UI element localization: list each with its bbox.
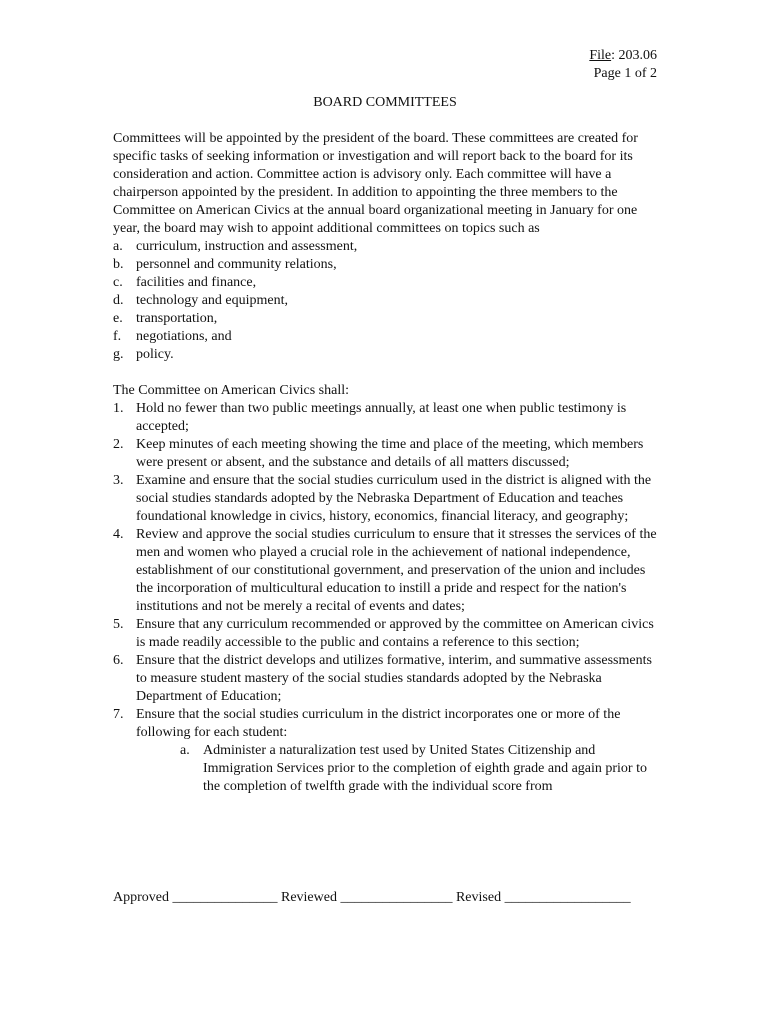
list-item-text: personnel and community relations, (136, 257, 337, 272)
civics-duties-list (113, 400, 658, 742)
list-marker: 4. (113, 527, 124, 542)
page-number: Page 1 of 2 (593, 66, 657, 81)
list-marker: 2. (113, 437, 124, 452)
sub-list-item (180, 742, 658, 796)
list-item-text: Examine and ensure that the social studies curriculum used in the district is aligned with the social studies standards adopted by the Nebraska Department of Education and teaches foundational knowledge in civics, history, economics, financial literacy, and geography; (136, 473, 652, 524)
document-body (113, 130, 658, 796)
list-item (113, 472, 658, 526)
list-item-text: curriculum, instruction and assessment, (136, 239, 358, 254)
list-item (113, 652, 658, 706)
list-item-text: Ensure that any curriculum recommended or approved by the committee on American civics is made readily accessible to the public and contains a reference to this section; (136, 617, 654, 650)
list-item (113, 400, 658, 436)
list-marker: 6. (113, 653, 124, 668)
list-item (113, 292, 658, 310)
list-marker: 7. (113, 707, 124, 722)
list-item-text: Hold no fewer than two public meetings annually, at least one when public testimony is accepted; (136, 401, 627, 434)
topics-list (113, 238, 658, 364)
list-marker: d. (113, 293, 124, 308)
file-number: : 203.06 (611, 48, 657, 63)
list-item-text: policy. (136, 347, 174, 362)
intro-paragraph: Committees will be appointed by the president of the board. These committees are created for specific tasks of seeking information or investigation and will report back to the board for its consideration and action. Committee action is advisory only. Each committee will have a chairperson appointed by the president. In addition to appointing the three members to the Committee on American Civics at the annual board organizational meeting in January for one year, the board may wish to appoint additional committees on topics such as (113, 131, 638, 236)
list-item (113, 274, 658, 292)
naturalization-sub-list (113, 742, 658, 796)
list-item (113, 616, 658, 652)
spacer (113, 364, 658, 382)
civics-intro: The Committee on American Civics shall: (113, 383, 350, 398)
file-header (589, 47, 657, 83)
list-marker: c. (113, 275, 123, 290)
list-marker: e. (113, 311, 123, 326)
list-item (113, 436, 658, 472)
page-title: BOARD COMMITTEES (313, 95, 457, 110)
list-marker: a. (113, 239, 123, 254)
list-item (113, 310, 658, 328)
list-item (113, 328, 658, 346)
list-item-text: Ensure that the district develops and utilizes formative, interim, and summative assessments to measure student mastery of the social studies standards adopted by the Nebraska Department of Education; (136, 653, 652, 704)
list-item (113, 526, 658, 616)
file-label: File (589, 48, 612, 63)
list-item-text: facilities and finance, (136, 275, 257, 290)
list-marker: 3. (113, 473, 124, 488)
list-item (113, 238, 658, 256)
file-reference (589, 47, 657, 65)
list-item-text: Ensure that the social studies curriculum in the district incorporates one or more of the following for each student: (136, 707, 621, 740)
list-marker: 1. (113, 401, 124, 416)
list-marker: f. (113, 329, 122, 344)
list-item (113, 346, 658, 364)
approval-footer: Approved _______________ Reviewed ________________ Revised __________________ (113, 890, 631, 905)
sub-list-marker: a. (180, 743, 190, 758)
list-item-text: technology and equipment, (136, 293, 289, 308)
list-item-text: negotiations, and (136, 329, 232, 344)
list-item-text: Keep minutes of each meeting showing the time and place of the meeting, which members were present or absent, and the substance and details of all matters discussed; (136, 437, 644, 470)
list-marker: g. (113, 347, 124, 362)
list-item (113, 706, 658, 742)
list-marker: 5. (113, 617, 124, 632)
list-item-text: transportation, (136, 311, 218, 326)
sub-list-item-text: Administer a naturalization test used by United States Citizenship and Immigration Services prior to the completion of eighth grade and again prior to the completion of twelfth grade with the individual score from (203, 743, 647, 794)
list-item (113, 256, 658, 274)
list-item-text: Review and approve the social studies curriculum to ensure that it stresses the services of the men and women who played a crucial role in the achievement of national independence, establishment of our constitutional government, and preservation of the union and includes the incorporation of multicultural education to instill a pride and respect for the nation's institutions and not be merely a recital of events and dates; (136, 527, 657, 614)
list-marker: b. (113, 257, 124, 272)
